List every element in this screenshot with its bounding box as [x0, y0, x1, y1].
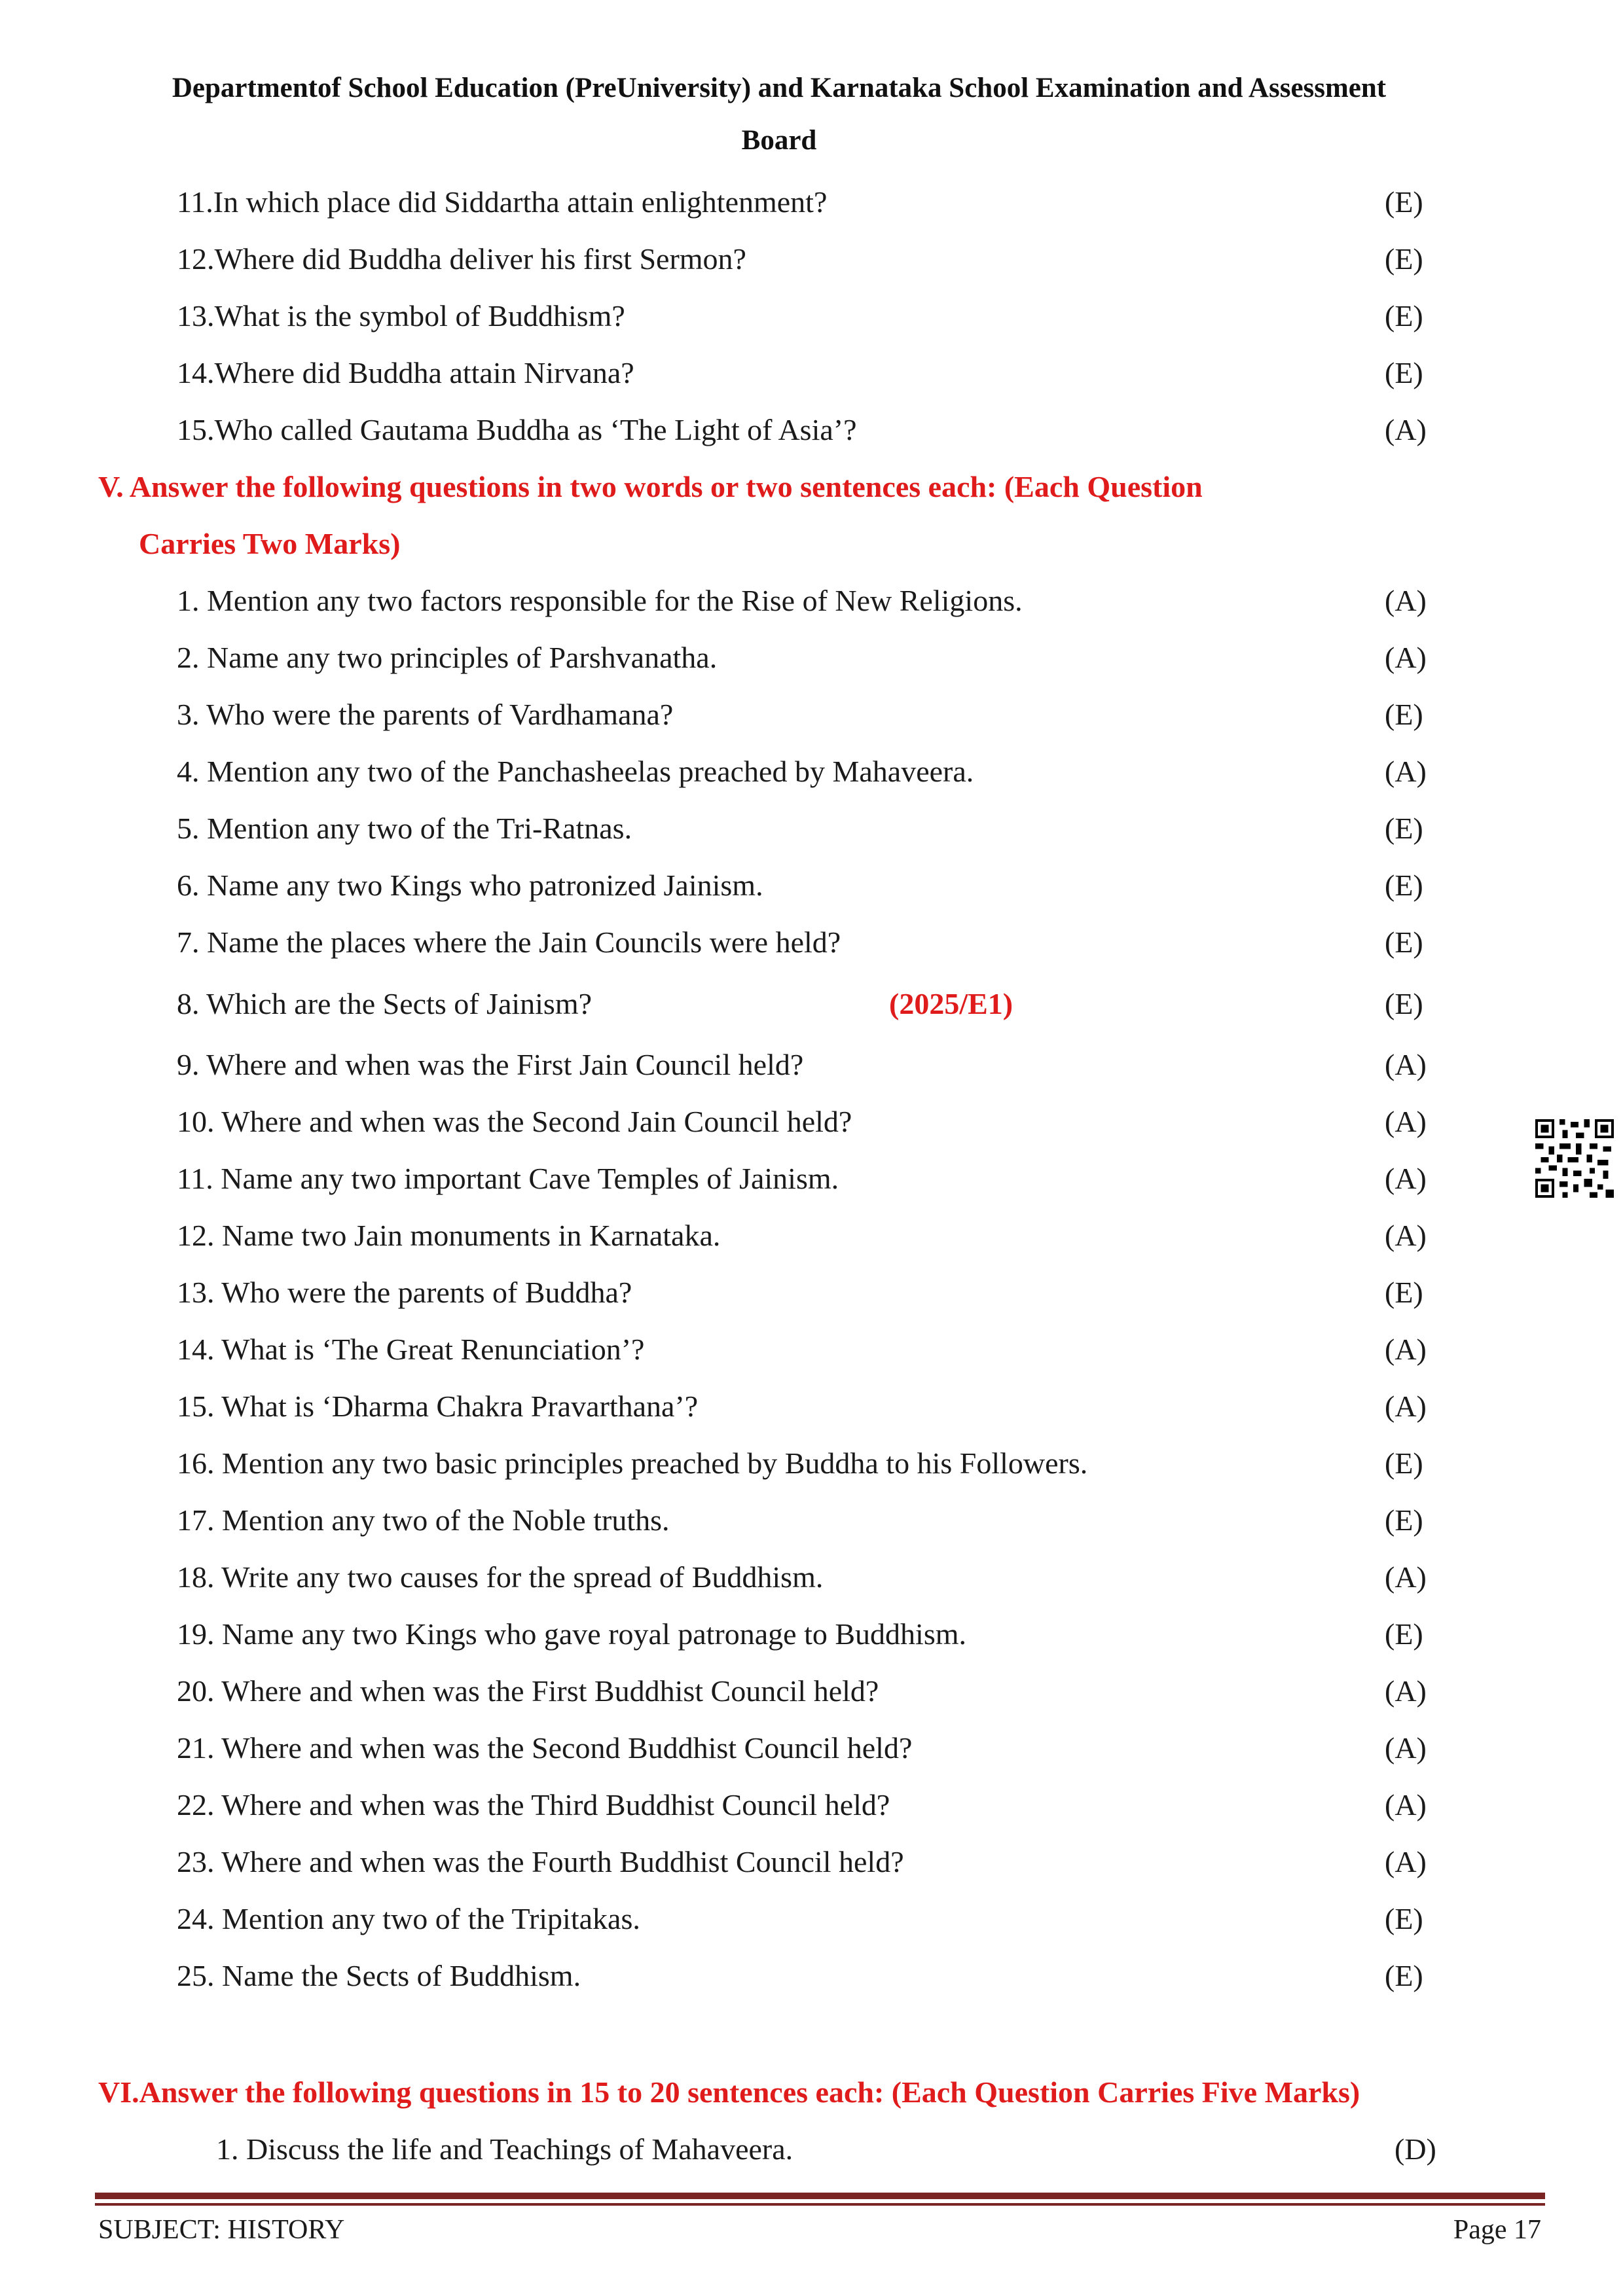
footer-page-number: Page 17 [1453, 2215, 1541, 2245]
question-item: 6. Name any two Kings who patronized Jainism. (E) [177, 869, 1423, 902]
question-item: 19. Name any two Kings who gave royal patronage to Buddhism. (E) [177, 1617, 1423, 1651]
section-6-heading: VI.Answer the following questions in 15 to 20 sentences each: (Each Question Carries Five Marks) [98, 2075, 1360, 2109]
footer-subject: SUBJECT: HISTORY [98, 2215, 345, 2245]
question-item: 8. Which are the Sects of Jainism? (2025/E1) (E) [177, 975, 1440, 1032]
question-item: 1. Discuss the life and Teachings of Mahaveera. (D) [216, 2132, 1436, 2166]
question-item: 9. Where and when was the First Jain Council held? (A) [177, 1048, 1427, 1081]
question-item: 22. Where and when was the Third Buddhist Council held? (A) [177, 1788, 1427, 1821]
page-header [0, 62, 1558, 167]
question-item: 14.Where did Buddha attain Nirvana? (E) [177, 356, 1423, 389]
qr-code-icon [1535, 1119, 1614, 1198]
question-item: 15. What is ‘Dharma Chakra Pravarthana’? (A) [177, 1390, 1427, 1423]
footer-rule [95, 2193, 1545, 2199]
question-item: 20. Where and when was the First Buddhist Council held? (A) [177, 1674, 1427, 1708]
question-item: 5. Mention any two of the Tri-Ratnas. (E) [177, 812, 1423, 845]
question-item: 18. Write any two causes for the spread of Buddhism. (A) [177, 1560, 1427, 1594]
question-item: 11.In which place did Siddartha attain enlightenment? (E) [177, 185, 1423, 219]
header-line-1: Departmentof School Education (PreUniversity) and Karnataka School Examination and Assessment [172, 73, 1387, 103]
header-line-2: Board [741, 125, 817, 156]
question-item: 15.Who called Gautama Buddha as ‘The Light of Asia’? (A) [177, 413, 1427, 446]
section-5-heading-cont: Carries Two Marks) [139, 527, 401, 560]
question-item: 4. Mention any two of the Panchasheelas preached by Mahaveera. (A) [177, 755, 1427, 788]
question-item: 13.What is the symbol of Buddhism? (E) [177, 299, 1423, 332]
exam-year-tag: (2025/E1) [889, 987, 1013, 1020]
footer-rule-thin [95, 2203, 1545, 2206]
question-item: 13. Who were the parents of Buddha? (E) [177, 1276, 1423, 1309]
question-item: 12.Where did Buddha deliver his first Sermon? (E) [177, 242, 1423, 276]
section-5-heading: V. Answer the following questions in two words or two sentences each: (Each Question [98, 470, 1203, 503]
question-item: 16. Mention any two basic principles preached by Buddha to his Followers. (E) [177, 1446, 1423, 1480]
question-item: 25. Name the Sects of Buddhism. (E) [177, 1959, 1423, 1992]
question-item: 10. Where and when was the Second Jain Council held? (A) [177, 1105, 1427, 1138]
question-item: 24. Mention any two of the Tripitakas. (E) [177, 1902, 1423, 1935]
question-item: 2. Name any two principles of Parshvanatha. (A) [177, 641, 1427, 674]
question-item: 7. Name the places where the Jain Councils were held? (E) [177, 925, 1423, 959]
question-item: 21. Where and when was the Second Buddhist Council held? (A) [177, 1731, 1427, 1765]
question-item: 14. What is ‘The Great Renunciation’? (A) [177, 1333, 1427, 1366]
question-item: 3. Who were the parents of Vardhamana? (E) [177, 698, 1423, 731]
question-item: 12. Name two Jain monuments in Karnataka. (A) [177, 1219, 1427, 1252]
question-item: 17. Mention any two of the Noble truths. (E) [177, 1503, 1423, 1537]
question-item: 11. Name any two important Cave Temples of Jainism. (A) [177, 1162, 1427, 1195]
question-item: 23. Where and when was the Fourth Buddhist Council held? (A) [177, 1845, 1427, 1878]
question-item: 1. Mention any two factors responsible for the Rise of New Religions. (A) [177, 584, 1427, 617]
